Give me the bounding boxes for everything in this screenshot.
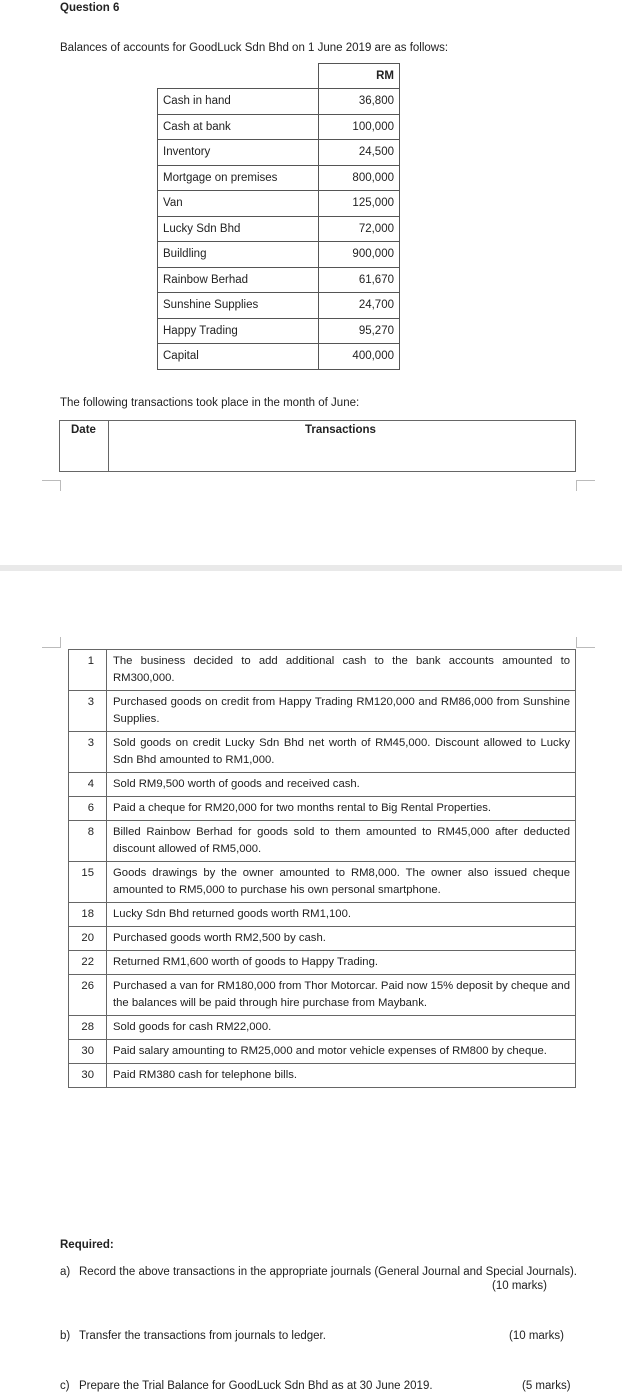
transaction-text: Billed Rainbow Berhad for goods sold to them amounted to RM45,000 after deducted discount allowed of RM5,000. [107, 821, 576, 862]
account-amount: 95,270 [319, 318, 400, 344]
intro-text: Balances of accounts for GoodLuck Sdn Bhd on 1 June 2019 are as follows: [60, 42, 449, 54]
transaction-text: Purchased a van for RM180,000 from Thor Motorcar. Paid now 15% deposit by cheque and the balances will be paid through hire purchase from Maybank. [107, 975, 576, 1016]
transaction-date: 3 [69, 691, 107, 732]
account-amount: 24,700 [319, 293, 400, 319]
transaction-row [69, 691, 576, 732]
transactions-body [69, 650, 576, 1088]
transaction-date: 8 [69, 821, 107, 862]
transaction-text: Returned RM1,600 worth of goods to Happy Trading. [107, 951, 576, 975]
req-c-label: c) [60, 1380, 70, 1392]
transaction-row [69, 1040, 576, 1064]
transaction-text: Sold goods on credit Lucky Sdn Bhd net worth of RM45,000. Discount allowed to Lucky Sdn Bhd amounted to RM1,000. [107, 732, 576, 773]
required-heading: Required: [60, 1239, 114, 1251]
account-name: Cash at bank [158, 114, 319, 140]
balances-header-blank [158, 64, 319, 89]
transaction-row [69, 773, 576, 797]
balances-body [158, 89, 400, 370]
account-name: Happy Trading [158, 318, 319, 344]
balance-row [158, 242, 400, 268]
transaction-date: 18 [69, 903, 107, 927]
req-a-text: Record the above transactions in the appropriate journals (General Journal and Special Journals). [79, 1266, 577, 1278]
balance-row [158, 89, 400, 115]
page-corner-mark-right-2 [576, 637, 595, 648]
transactions-header-table [59, 420, 576, 472]
account-amount: 100,000 [319, 114, 400, 140]
transaction-text: Sold RM9,500 worth of goods and received cash. [107, 773, 576, 797]
transaction-text: Purchased goods on credit from Happy Trading RM120,000 and RM86,000 from Sunshine Supplies. [107, 691, 576, 732]
account-amount: 36,800 [319, 89, 400, 115]
account-amount: 72,000 [319, 216, 400, 242]
balance-row [158, 216, 400, 242]
balance-row [158, 165, 400, 191]
transaction-row [69, 862, 576, 903]
account-name: Rainbow Berhad [158, 267, 319, 293]
currency-header: RM [319, 64, 400, 89]
page-corner-mark-left [42, 480, 61, 491]
transaction-date: 3 [69, 732, 107, 773]
page-corner-mark-left-2 [42, 637, 61, 648]
balance-row [158, 293, 400, 319]
transaction-row [69, 1064, 576, 1088]
page-corner-mark-right [576, 480, 595, 491]
transaction-row [69, 951, 576, 975]
transaction-row [69, 650, 576, 691]
transactions-header: Transactions [305, 424, 376, 436]
account-name: Inventory [158, 140, 319, 166]
req-b-marks: (10 marks) [509, 1330, 564, 1342]
transaction-text: Purchased goods worth RM2,500 by cash. [107, 927, 576, 951]
balances-table [157, 63, 400, 370]
req-c-text: Prepare the Trial Balance for GoodLuck Sdn Bhd as at 30 June 2019. [79, 1380, 433, 1392]
transaction-date: 6 [69, 797, 107, 821]
date-header: Date [71, 424, 96, 436]
transaction-date: 20 [69, 927, 107, 951]
transaction-text: Paid a cheque for RM20,000 for two months rental to Big Rental Properties. [107, 797, 576, 821]
balances-header-row [158, 64, 400, 89]
account-name: Van [158, 191, 319, 217]
balance-row [158, 114, 400, 140]
balance-row [158, 140, 400, 166]
transaction-date: 1 [69, 650, 107, 691]
transaction-row [69, 732, 576, 773]
account-name: Buildling [158, 242, 319, 268]
account-name: Cash in hand [158, 89, 319, 115]
transaction-row [69, 975, 576, 1016]
transaction-date: 28 [69, 1016, 107, 1040]
transaction-date: 4 [69, 773, 107, 797]
balance-row [158, 191, 400, 217]
transaction-date: 26 [69, 975, 107, 1016]
transaction-text: Sold goods for cash RM22,000. [107, 1016, 576, 1040]
account-name: Sunshine Supplies [158, 293, 319, 319]
transaction-row [69, 821, 576, 862]
transactions-table [68, 649, 576, 1088]
account-name: Capital [158, 344, 319, 370]
account-name: Mortgage on premises [158, 165, 319, 191]
transaction-text: Paid RM380 cash for telephone bills. [107, 1064, 576, 1088]
account-amount: 800,000 [319, 165, 400, 191]
transaction-row [69, 903, 576, 927]
transaction-text: Lucky Sdn Bhd returned goods worth RM1,100. [107, 903, 576, 927]
req-c-marks: (5 marks) [522, 1380, 571, 1392]
account-amount: 125,000 [319, 191, 400, 217]
req-b-label: b) [60, 1330, 71, 1342]
transaction-row [69, 797, 576, 821]
transaction-text: The business decided to add additional cash to the bank accounts amounted to RM300,000. [107, 650, 576, 691]
transaction-row [69, 927, 576, 951]
transaction-date: 30 [69, 1040, 107, 1064]
question-title: Question 6 [60, 2, 120, 14]
req-a-label: a) [60, 1266, 71, 1278]
transactions-intro: The following transactions took place in the month of June: [60, 397, 360, 409]
transaction-date: 30 [69, 1064, 107, 1088]
transaction-date: 22 [69, 951, 107, 975]
account-amount: 900,000 [319, 242, 400, 268]
account-name: Lucky Sdn Bhd [158, 216, 319, 242]
transaction-date: 15 [69, 862, 107, 903]
transaction-text: Paid salary amounting to RM25,000 and motor vehicle expenses of RM800 by cheque. [107, 1040, 576, 1064]
transaction-row [69, 1016, 576, 1040]
account-amount: 61,670 [319, 267, 400, 293]
header-divider [108, 421, 109, 471]
req-a-marks: (10 marks) [492, 1280, 547, 1292]
req-b-text: Transfer the transactions from journals to ledger. [79, 1330, 326, 1342]
transaction-text: Goods drawings by the owner amounted to RM8,000. The owner also issued cheque amounted to RM5,000 to purchase his own personal smartphone. [107, 862, 576, 903]
page-break-gap [0, 565, 622, 571]
balance-row [158, 344, 400, 370]
balance-row [158, 267, 400, 293]
account-amount: 400,000 [319, 344, 400, 370]
balance-row [158, 318, 400, 344]
account-amount: 24,500 [319, 140, 400, 166]
